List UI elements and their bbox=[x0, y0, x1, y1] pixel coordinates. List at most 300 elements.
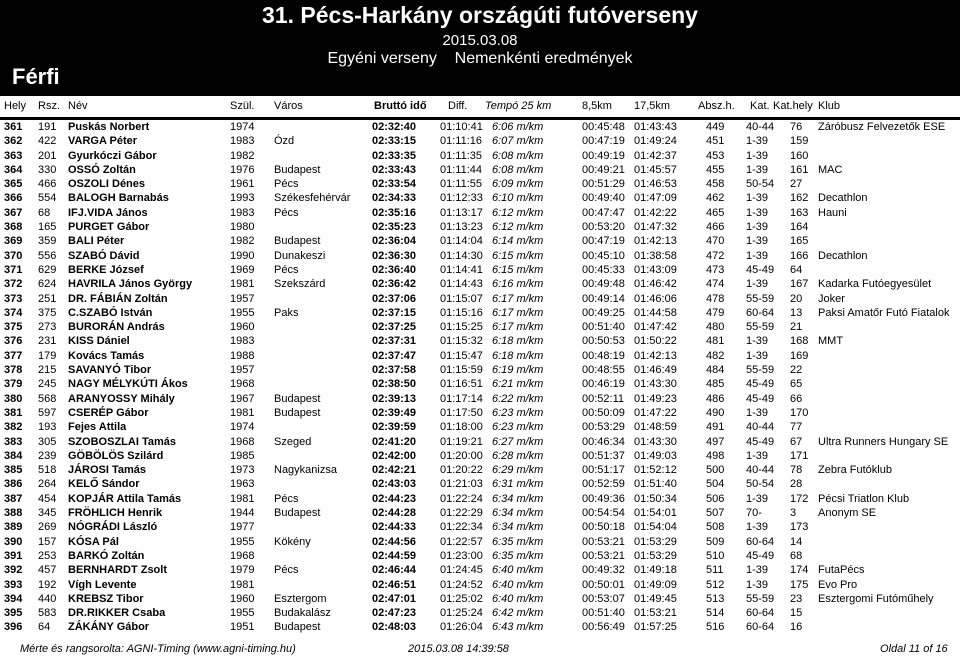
cell-kat: 1-39 bbox=[746, 192, 769, 205]
cell-hely: 387 bbox=[4, 492, 23, 505]
cell-nev: BURORÁN András bbox=[68, 321, 165, 334]
cell-km85: 00:49:14 bbox=[582, 292, 625, 305]
cell-varos: Nagykanizsa bbox=[274, 464, 337, 477]
cell-absz: 484 bbox=[706, 364, 725, 377]
cell-szul: 1967 bbox=[230, 392, 255, 405]
cell-kath: 66 bbox=[790, 392, 803, 405]
cell-tempo: 6:21 m/km bbox=[492, 378, 544, 391]
cell-nev: CSERÉP Gábor bbox=[68, 406, 149, 419]
cell-km85: 00:53:21 bbox=[582, 535, 625, 548]
cell-szul: 1963 bbox=[230, 478, 255, 491]
table-row bbox=[0, 163, 960, 177]
cell-kat: 45-49 bbox=[746, 549, 775, 562]
cell-kat: 55-59 bbox=[746, 292, 775, 305]
cell-rsz: 231 bbox=[38, 335, 57, 348]
cell-nev: BARKÓ Zoltán bbox=[68, 549, 145, 562]
cell-szul: 1988 bbox=[230, 349, 255, 362]
cell-brutto: 02:37:25 bbox=[372, 321, 417, 334]
cell-hely: 380 bbox=[4, 392, 23, 405]
cell-klub: Hauni bbox=[818, 206, 847, 219]
table-row bbox=[0, 592, 960, 606]
cell-tempo: 6:29 m/km bbox=[492, 464, 544, 477]
cell-km175: 01:54:04 bbox=[634, 521, 677, 534]
cell-kat: 50-54 bbox=[746, 178, 775, 191]
cell-kat: 60-64 bbox=[746, 535, 775, 548]
cell-nev: ZÁKÁNY Gábor bbox=[68, 621, 150, 634]
cell-km175: 01:51:40 bbox=[634, 478, 677, 491]
cell-tempo: 6:12 m/km bbox=[492, 206, 544, 219]
cell-diff: 01:13:23 bbox=[440, 221, 483, 234]
cell-km175: 01:49:18 bbox=[634, 564, 677, 577]
cell-kat: 1-39 bbox=[746, 335, 769, 348]
cell-brutto: 02:35:16 bbox=[372, 206, 417, 219]
cell-km85: 00:45:48 bbox=[582, 121, 625, 133]
cell-km85: 00:50:01 bbox=[582, 578, 625, 591]
cell-diff: 01:21:03 bbox=[440, 478, 483, 491]
cell-rsz: 583 bbox=[38, 607, 57, 620]
cell-klub: Decathlon bbox=[818, 249, 868, 262]
cell-nev: BERNHARDT Zsolt bbox=[68, 564, 167, 577]
cell-km175: 01:46:53 bbox=[634, 178, 677, 191]
cell-szul: 1973 bbox=[230, 464, 255, 477]
cell-kath: 22 bbox=[790, 364, 803, 377]
table-row bbox=[0, 349, 960, 363]
cell-rsz: 440 bbox=[38, 592, 57, 605]
cell-km85: 00:47:19 bbox=[582, 235, 625, 248]
cell-brutto: 02:44:28 bbox=[372, 507, 417, 520]
cell-tempo: 6:31 m/km bbox=[492, 478, 544, 491]
cell-klub: Anonym SE bbox=[818, 507, 877, 520]
cell-km175: 01:47:32 bbox=[634, 221, 677, 234]
cell-km85: 00:46:34 bbox=[582, 435, 625, 448]
cell-kat: 1-39 bbox=[746, 564, 769, 577]
cell-kat: 1-39 bbox=[746, 278, 769, 291]
cell-diff: 01:11:16 bbox=[440, 135, 483, 148]
cell-km175: 01:46:42 bbox=[634, 278, 677, 291]
cell-km85: 00:53:20 bbox=[582, 221, 625, 234]
col-szul: Szül. bbox=[230, 100, 255, 112]
cell-szul: 1977 bbox=[230, 521, 255, 534]
cell-km85: 00:51:37 bbox=[582, 449, 625, 462]
cell-km175: 01:53:21 bbox=[634, 607, 677, 620]
table-row bbox=[0, 420, 960, 434]
cell-tempo: 6:17 m/km bbox=[492, 321, 544, 334]
cell-tempo: 6:27 m/km bbox=[492, 435, 544, 448]
cell-tempo: 6:14 m/km bbox=[492, 235, 544, 248]
cell-diff: 01:15:25 bbox=[440, 321, 483, 334]
table-row bbox=[0, 535, 960, 549]
cell-nev: KELŐ Sándor bbox=[68, 478, 140, 491]
cell-absz: 479 bbox=[706, 306, 725, 319]
cell-rsz: 165 bbox=[38, 221, 57, 234]
cell-kath: 167 bbox=[790, 278, 809, 291]
table-header bbox=[0, 98, 960, 116]
cell-szul: 1960 bbox=[230, 592, 255, 605]
cell-hely: 362 bbox=[4, 135, 23, 148]
table-row bbox=[0, 563, 960, 577]
cell-klub: MAC bbox=[818, 163, 843, 176]
cell-tempo: 6:42 m/km bbox=[492, 607, 544, 620]
cell-rsz: 251 bbox=[38, 292, 57, 305]
cell-hely: 375 bbox=[4, 321, 23, 334]
cell-brutto: 02:46:51 bbox=[372, 578, 417, 591]
cell-varos: Dunakeszi bbox=[274, 249, 326, 262]
cell-diff: 01:23:00 bbox=[440, 549, 483, 562]
cell-tempo: 6:17 m/km bbox=[492, 292, 544, 305]
cell-kath: 161 bbox=[790, 163, 809, 176]
cell-km85: 00:50:09 bbox=[582, 406, 625, 419]
cell-kat: 1-39 bbox=[746, 249, 769, 262]
cell-nev: Kovács Tamás bbox=[68, 349, 145, 362]
cell-tempo: 6:22 m/km bbox=[492, 392, 544, 405]
table-row bbox=[0, 120, 960, 134]
cell-brutto: 02:39:13 bbox=[372, 392, 417, 405]
cell-km85: 00:52:59 bbox=[582, 478, 625, 491]
cell-absz: 490 bbox=[706, 406, 725, 419]
cell-nev: Vígh Levente bbox=[68, 578, 137, 591]
cell-kath: 23 bbox=[790, 592, 803, 605]
cell-kath: 28 bbox=[790, 478, 803, 491]
cell-km175: 01:42:13 bbox=[634, 349, 677, 362]
cell-km175: 01:47:22 bbox=[634, 406, 677, 419]
cell-kath: 3 bbox=[790, 507, 797, 520]
cell-absz: 462 bbox=[706, 192, 725, 205]
cell-km85: 00:50:18 bbox=[582, 521, 625, 534]
cell-km175: 01:46:06 bbox=[634, 292, 677, 305]
cell-km175: 01:49:24 bbox=[634, 135, 677, 148]
cell-hely: 369 bbox=[4, 235, 23, 248]
cell-km85: 00:48:19 bbox=[582, 349, 625, 362]
cell-hely: 396 bbox=[4, 621, 23, 634]
cell-diff: 01:12:33 bbox=[440, 192, 483, 205]
cell-tempo: 6:40 m/km bbox=[492, 564, 544, 577]
cell-nev: GÖBÖLÖS Szilárd bbox=[68, 449, 164, 462]
cell-hely: 367 bbox=[4, 206, 23, 219]
cell-km85: 00:49:36 bbox=[582, 492, 625, 505]
cell-hely: 390 bbox=[4, 535, 23, 548]
cell-km175: 01:50:22 bbox=[634, 335, 677, 348]
cell-km85: 00:51:17 bbox=[582, 464, 625, 477]
cell-szul: 1983 bbox=[230, 335, 255, 348]
cell-brutto: 02:36:30 bbox=[372, 249, 417, 262]
cell-km85: 00:53:21 bbox=[582, 549, 625, 562]
cell-nev: OSZOLI Dénes bbox=[68, 178, 146, 191]
cell-km85: 00:51:40 bbox=[582, 321, 625, 334]
cell-brutto: 02:42:00 bbox=[372, 449, 417, 462]
cell-km85: 00:45:33 bbox=[582, 263, 625, 276]
cell-hely: 382 bbox=[4, 421, 23, 434]
cell-rsz: 518 bbox=[38, 464, 57, 477]
cell-tempo: 6:35 m/km bbox=[492, 535, 544, 548]
col-absz: Absz.h. bbox=[698, 100, 735, 112]
cell-varos: Budapest bbox=[274, 392, 321, 405]
cell-kath: 173 bbox=[790, 521, 809, 534]
cell-nev: Puskás Norbert bbox=[68, 121, 150, 133]
cell-diff: 01:26:04 bbox=[440, 621, 483, 634]
cell-nev: NÓGRÁDI László bbox=[68, 521, 158, 534]
cell-diff: 01:17:14 bbox=[440, 392, 483, 405]
cell-diff: 01:14:41 bbox=[440, 263, 483, 276]
cell-brutto: 02:37:06 bbox=[372, 292, 417, 305]
cell-tempo: 6:23 m/km bbox=[492, 406, 544, 419]
cell-tempo: 6:18 m/km bbox=[492, 349, 544, 362]
cell-km175: 01:49:09 bbox=[634, 578, 677, 591]
cell-tempo: 6:18 m/km bbox=[492, 335, 544, 348]
cell-diff: 01:15:16 bbox=[440, 306, 483, 319]
cell-szul: 1983 bbox=[230, 135, 255, 148]
cell-absz: 455 bbox=[706, 163, 725, 176]
cell-kat: 60-64 bbox=[746, 621, 775, 634]
cell-kat: 50-54 bbox=[746, 478, 775, 491]
cell-absz: 458 bbox=[706, 178, 725, 191]
cell-rsz: 201 bbox=[38, 149, 57, 162]
cell-szul: 1955 bbox=[230, 306, 255, 319]
cell-hely: 379 bbox=[4, 378, 23, 391]
cell-brutto: 02:43:03 bbox=[372, 478, 417, 491]
cell-rsz: 264 bbox=[38, 478, 57, 491]
cell-km85: 00:46:19 bbox=[582, 378, 625, 391]
cell-varos: Pécs bbox=[274, 206, 299, 219]
cell-kath: 77 bbox=[790, 421, 803, 434]
cell-diff: 01:11:55 bbox=[440, 178, 483, 191]
cell-kat: 1-39 bbox=[746, 521, 769, 534]
cell-km175: 01:42:37 bbox=[634, 149, 677, 162]
cell-szul: 1951 bbox=[230, 621, 255, 634]
cell-hely: 368 bbox=[4, 221, 23, 234]
cell-brutto: 02:44:56 bbox=[372, 535, 417, 548]
cell-absz: 491 bbox=[706, 421, 725, 434]
cell-varos: Esztergom bbox=[274, 592, 327, 605]
cell-tempo: 6:34 m/km bbox=[492, 492, 544, 505]
cell-nev: ARANYOSSY Mihály bbox=[68, 392, 175, 405]
table-row bbox=[0, 306, 960, 320]
table-row bbox=[0, 263, 960, 277]
cell-varos: Budapest bbox=[274, 406, 321, 419]
cell-varos: Kökény bbox=[274, 535, 311, 548]
cell-absz: 481 bbox=[706, 335, 725, 348]
cell-hely: 363 bbox=[4, 149, 23, 162]
cell-kat: 1-39 bbox=[746, 149, 769, 162]
cell-km175: 01:47:42 bbox=[634, 321, 677, 334]
cell-szul: 1944 bbox=[230, 507, 255, 520]
cell-klub: Zebra Futóklub bbox=[818, 464, 892, 477]
cell-szul: 1974 bbox=[230, 121, 255, 133]
cell-tempo: 6:40 m/km bbox=[492, 592, 544, 605]
cell-hely: 365 bbox=[4, 178, 23, 191]
cell-rsz: 192 bbox=[38, 578, 57, 591]
cell-nev: KÓSA Pál bbox=[68, 535, 119, 548]
cell-diff: 01:22:57 bbox=[440, 535, 483, 548]
cell-hely: 394 bbox=[4, 592, 23, 605]
cell-absz: 482 bbox=[706, 349, 725, 362]
cell-brutto: 02:36:42 bbox=[372, 278, 417, 291]
cell-rsz: 568 bbox=[38, 392, 57, 405]
cell-km175: 01:42:13 bbox=[634, 235, 677, 248]
table-row bbox=[0, 549, 960, 563]
cell-diff: 01:11:35 bbox=[440, 149, 483, 162]
col-85km: 8,5km bbox=[582, 100, 612, 112]
cell-absz: 508 bbox=[706, 521, 725, 534]
cell-rsz: 68 bbox=[38, 206, 51, 219]
cell-absz: 511 bbox=[706, 564, 724, 577]
cell-absz: 472 bbox=[706, 249, 725, 262]
cell-kat: 1-39 bbox=[746, 221, 769, 234]
table-row bbox=[0, 435, 960, 449]
cell-brutto: 02:38:50 bbox=[372, 378, 417, 391]
cell-brutto: 02:33:54 bbox=[372, 178, 417, 191]
cell-szul: 1957 bbox=[230, 292, 255, 305]
cell-szul: 1981 bbox=[230, 578, 255, 591]
cell-diff: 01:25:02 bbox=[440, 592, 483, 605]
cell-brutto: 02:44:23 bbox=[372, 492, 417, 505]
cell-rsz: 64 bbox=[38, 621, 51, 634]
cell-brutto: 02:33:35 bbox=[372, 149, 417, 162]
cell-kath: 168 bbox=[790, 335, 809, 348]
col-kathely: Kat.hely bbox=[773, 100, 813, 112]
cell-km175: 01:57:25 bbox=[634, 621, 677, 634]
cell-nev: KOPJÁR Attila Tamás bbox=[68, 492, 182, 505]
cell-km85: 00:51:29 bbox=[582, 178, 625, 191]
cell-hely: 374 bbox=[4, 306, 23, 319]
cell-szul: 1968 bbox=[230, 549, 255, 562]
cell-kath: 160 bbox=[790, 149, 809, 162]
cell-varos: Szeged bbox=[274, 435, 312, 448]
cell-kath: 27 bbox=[790, 178, 803, 191]
cell-absz: 513 bbox=[706, 592, 725, 605]
cell-nev: KISS Dániel bbox=[68, 335, 130, 348]
cell-diff: 01:13:17 bbox=[440, 206, 483, 219]
cell-klub: Ultra Runners Hungary SE bbox=[818, 435, 949, 448]
cell-brutto: 02:46:44 bbox=[372, 564, 417, 577]
table-row bbox=[0, 277, 960, 291]
cell-kath: 13 bbox=[790, 306, 803, 319]
cell-km85: 00:48:55 bbox=[582, 364, 625, 377]
cell-hely: 386 bbox=[4, 478, 23, 491]
cell-kat: 40-44 bbox=[746, 421, 775, 434]
cell-klub: Paksi Amatőr Futó Fiatalok bbox=[818, 306, 950, 319]
cell-tempo: 6:19 m/km bbox=[492, 364, 544, 377]
cell-kat: 45-49 bbox=[746, 263, 775, 276]
cell-absz: 507 bbox=[706, 507, 725, 520]
cell-hely: 381 bbox=[4, 406, 23, 419]
cell-kath: 14 bbox=[790, 535, 803, 548]
cell-km175: 01:43:30 bbox=[634, 435, 677, 448]
cell-hely: 377 bbox=[4, 349, 23, 362]
cell-hely: 384 bbox=[4, 449, 23, 462]
cell-kath: 78 bbox=[790, 464, 803, 477]
cell-hely: 395 bbox=[4, 607, 23, 620]
cell-tempo: 6:40 m/km bbox=[492, 578, 544, 591]
cell-klub: MMT bbox=[818, 335, 844, 348]
cell-szul: 1982 bbox=[230, 149, 255, 162]
cell-szul: 1983 bbox=[230, 206, 255, 219]
cell-szul: 1979 bbox=[230, 564, 255, 577]
cell-kath: 76 bbox=[790, 121, 803, 133]
cell-tempo: 6:07 m/km bbox=[492, 135, 544, 148]
table-row bbox=[0, 463, 960, 477]
cell-kath: 169 bbox=[790, 349, 809, 362]
cell-absz: 449 bbox=[706, 121, 725, 133]
cell-km85: 00:49:40 bbox=[582, 192, 625, 205]
cell-rsz: 191 bbox=[38, 121, 57, 133]
table-row bbox=[0, 520, 960, 534]
cell-rsz: 359 bbox=[38, 235, 57, 248]
cell-hely: 378 bbox=[4, 364, 23, 377]
cell-km85: 00:51:40 bbox=[582, 607, 625, 620]
col-kat: Kat. bbox=[750, 100, 770, 112]
cell-absz: 465 bbox=[706, 206, 725, 219]
cell-brutto: 02:33:43 bbox=[372, 163, 417, 176]
cell-hely: 364 bbox=[4, 163, 23, 176]
cell-rsz: 454 bbox=[38, 492, 57, 505]
table-row bbox=[0, 606, 960, 620]
cell-tempo: 6:28 m/km bbox=[492, 449, 544, 462]
cell-hely: 371 bbox=[4, 263, 23, 276]
cell-diff: 01:16:51 bbox=[440, 378, 483, 391]
cell-brutto: 02:36:04 bbox=[372, 235, 417, 248]
table-row bbox=[0, 177, 960, 191]
cell-nev: HAVRILA János György bbox=[68, 278, 193, 291]
cell-nev: Gyurkóczi Gábor bbox=[68, 149, 157, 162]
cell-kat: 60-64 bbox=[746, 306, 775, 319]
table-row bbox=[0, 149, 960, 163]
cell-hely: 372 bbox=[4, 278, 23, 291]
cell-rsz: 629 bbox=[38, 263, 57, 276]
page-title: 31. Pécs-Harkány országúti futóverseny bbox=[262, 2, 698, 28]
col-nev: Név bbox=[68, 100, 88, 112]
cell-szul: 1968 bbox=[230, 378, 255, 391]
cell-nev: SZOBOSZLAI Tamás bbox=[68, 435, 176, 448]
table-row bbox=[0, 234, 960, 248]
cell-klub: FutaPécs bbox=[818, 564, 865, 577]
cell-szul: 1955 bbox=[230, 535, 255, 548]
cell-km175: 01:43:30 bbox=[634, 378, 677, 391]
cell-absz: 453 bbox=[706, 149, 725, 162]
cell-km175: 01:47:09 bbox=[634, 192, 677, 205]
cell-brutto: 02:35:23 bbox=[372, 221, 417, 234]
cell-rsz: 466 bbox=[38, 178, 57, 191]
cell-hely: 389 bbox=[4, 521, 23, 534]
table-row bbox=[0, 620, 960, 634]
cell-kat: 70- bbox=[746, 507, 762, 520]
cell-km85: 00:45:10 bbox=[582, 249, 625, 262]
cell-klub: Evo Pro bbox=[818, 578, 858, 591]
cell-kath: 20 bbox=[790, 292, 803, 305]
cell-varos: Budapest bbox=[274, 235, 321, 248]
col-rsz: Rsz. bbox=[38, 100, 60, 112]
cell-km175: 01:49:23 bbox=[634, 392, 677, 405]
cell-varos: Székesfehérvár bbox=[274, 192, 351, 205]
cell-tempo: 6:08 m/km bbox=[492, 149, 544, 162]
cell-brutto: 02:47:23 bbox=[372, 607, 417, 620]
cell-km175: 01:49:03 bbox=[634, 449, 677, 462]
col-klub: Klub bbox=[818, 100, 841, 112]
cell-kat: 60-64 bbox=[746, 607, 775, 620]
table-row bbox=[0, 220, 960, 234]
cell-km85: 00:52:11 bbox=[582, 392, 625, 405]
cell-brutto: 02:39:49 bbox=[372, 406, 417, 419]
cell-nev: SAVANYÓ Tibor bbox=[68, 364, 152, 377]
cell-varos: Ózd bbox=[274, 135, 295, 148]
cell-kath: 21 bbox=[790, 321, 803, 334]
cell-km85: 00:49:48 bbox=[582, 278, 625, 291]
cell-kat: 40-44 bbox=[746, 121, 775, 133]
cell-rsz: 597 bbox=[38, 406, 57, 419]
col-varos: Város bbox=[274, 100, 303, 112]
cell-varos: Pécs bbox=[274, 263, 299, 276]
event-date: 2015.03.08 bbox=[442, 32, 518, 49]
cell-kath: 174 bbox=[790, 564, 809, 577]
